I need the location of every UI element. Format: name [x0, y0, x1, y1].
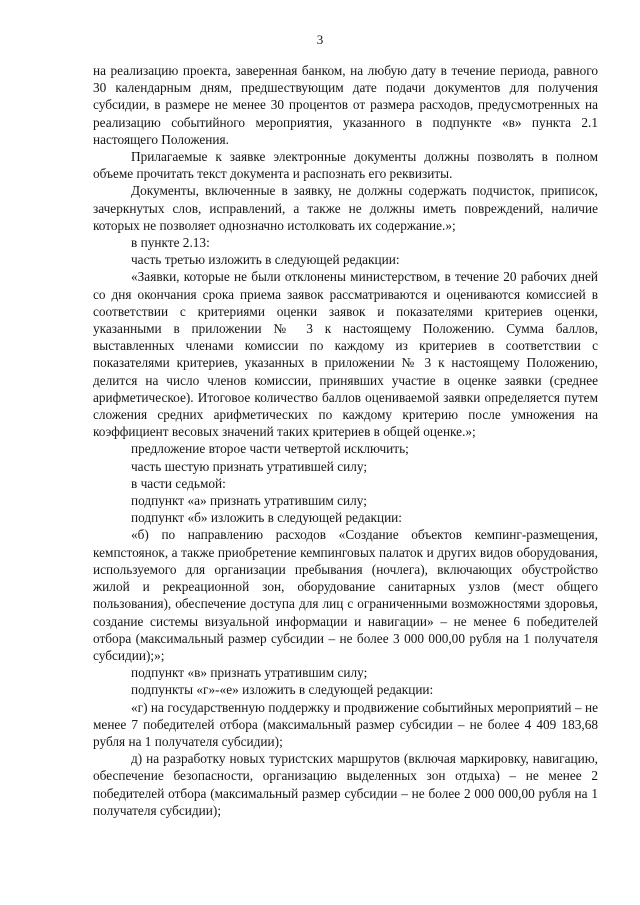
- paragraph-exclude-sentence: предложение второе части четвертой исключить;: [131, 441, 409, 457]
- page-number: 3: [316, 32, 324, 47]
- paragraph-event-support: «г) на государственную поддержку и продвижение событийных мероприятий – не менее 7 победителей отбора (максимальный размер субсидии – не более 4 409 183,68 рубля на 1 получателя субсидии);: [93, 699, 598, 749]
- paragraph-subpoints-g-e: подпункты «г»-«е» изложить в следующей редакции:: [131, 682, 434, 698]
- paragraph-no-corrections: Документы, включенные в заявку, не должны содержать подчисток, приписок, зачеркнутых слов, исправлений, а также не должны иметь повреждений, наличие которых не позволяет однозначно истолковать их содержание.»;: [93, 183, 598, 233]
- paragraph-subpoint-b-edit: подпункт «б» изложить в следующей редакции:: [131, 510, 402, 526]
- paragraph-applications-review: «Заявки, которые не были отклонены министерством, в течение 20 рабочих дней со дня окончания срока приема заявок рассматриваются и оцениваются комиссией в соответствии с критериями оценки заявок и показателями критериев оценки, указанными в приложении № 3 к настоящему Положению. Сумма баллов, выставленных членами комиссии по каждому из критериев в соответствии с показателями критериев, указанных в приложении № 3 к настоящему Положению, делится на число членов комиссии, принявших участие в оценке заявки (среднее арифметическое). Итоговое количество баллов оцениваемой заявки определяется путем сложения средних арифметических по каждому критерию после умножения на коэффициент весовых значений таких критериев в общей оценке.»;: [93, 269, 598, 440]
- paragraph-part-seven: в части седьмой:: [131, 475, 226, 491]
- paragraph-camping-direction: «б) по направлению расходов «Создание объектов кемпинг-размещения, кемпстоянок, а также приобретение кемпинговых палаток и других видов оборудования, используемого для организации пребывания (ночлега), включающих обустройство жилой и рекреационной зон, оборудование санитарных узлов (мест общего пользования), обеспечение доступа для лиц с ограниченными возможностями здоровья, создание системы визуальной информации и навигации» – не менее 6 победителей отбора (максимальный размер субсидии – не более 3 000 000,00 рубля на 1 получателя субсидии);»;: [93, 527, 598, 663]
- document-body: [93, 62, 598, 819]
- paragraph-tourist-routes: д) на разработку новых туристских маршрутов (включая маркировку, навигацию, обеспечение безопасности, организацию выделенных зон отдыха) – не менее 2 победителей отбора (максимальный размер субсидии – не более 2 000 000,00 рубля на 1 получателя субсидии);: [93, 751, 598, 818]
- paragraph-point-2-13: в пункте 2.13:: [131, 235, 210, 251]
- paragraph-electronic-docs: Прилагаемые к заявке электронные документы должны позволять в полном объеме прочитать текст документа и распознать его реквизиты.: [93, 149, 598, 182]
- paragraph-subpoint-v-void: подпункт «в» признать утратившим силу;: [131, 665, 368, 681]
- paragraph-part-three: часть третью изложить в следующей редакции:: [131, 252, 400, 268]
- paragraph-bank-statement: на реализацию проекта, заверенная банком, на любую дату в течение периода, равного 30 календарным дням, предшествующим дате подачи документов для получения субсидии, в размере не менее 30 процентов от размера расходов, предусмотренных на реализацию событийного мероприятия, указанного в подпункте «в» пункта 2.1 настоящего Положения.: [93, 63, 598, 147]
- paragraph-part-six-void: часть шестую признать утратившей силу;: [131, 458, 368, 474]
- paragraph-subpoint-a-void: подпункт «а» признать утратившим силу;: [131, 493, 367, 509]
